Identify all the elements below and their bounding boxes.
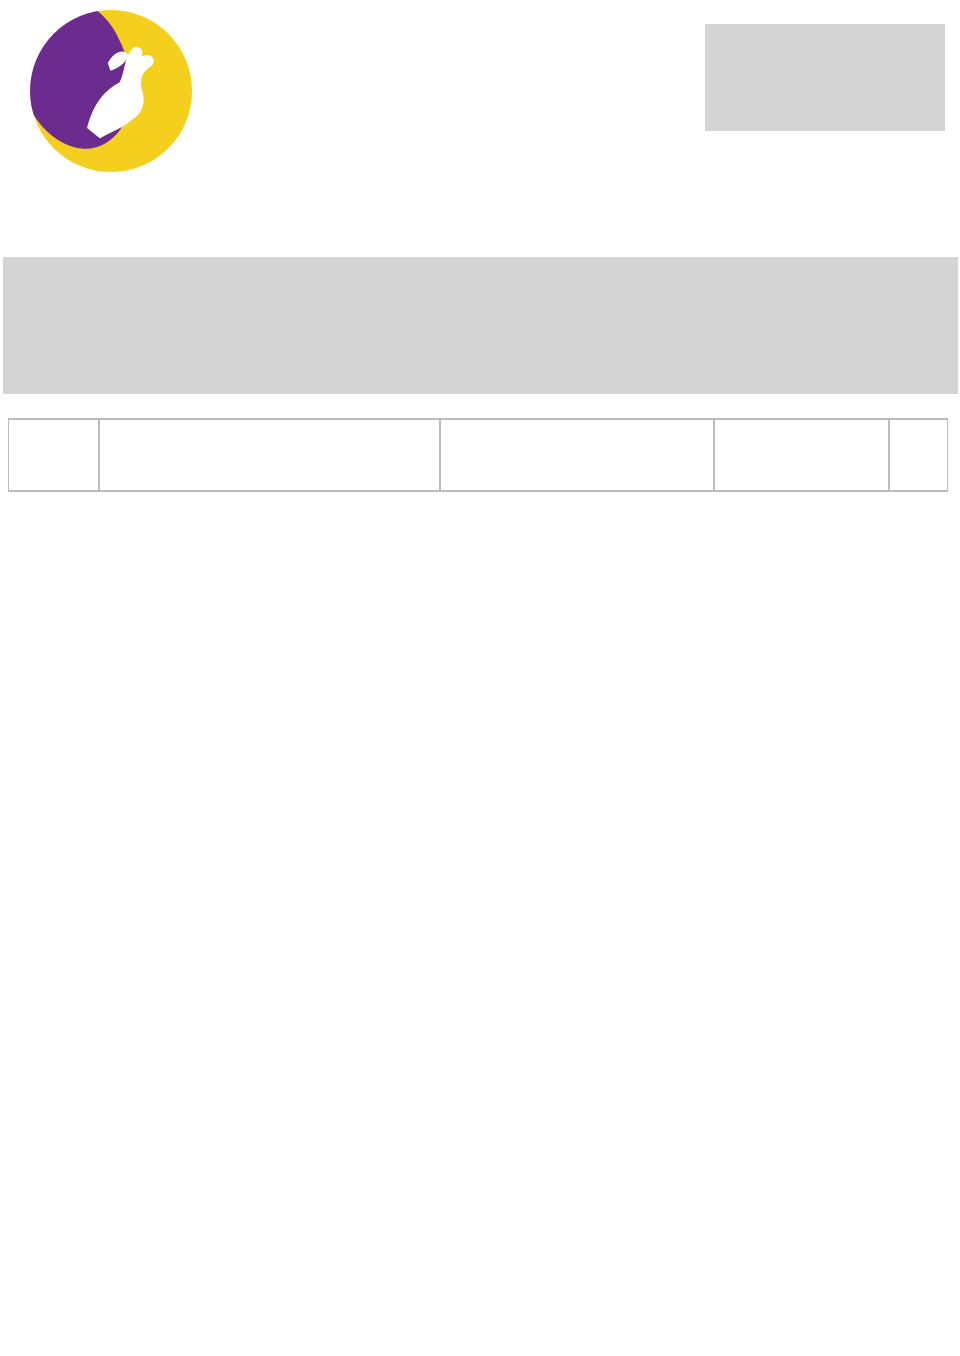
header-rider [440, 418, 714, 492]
logo-emblem [30, 10, 192, 172]
competition-code-box [705, 24, 945, 131]
header-horse [99, 418, 440, 492]
header-place [8, 418, 99, 492]
header-prize [889, 418, 948, 492]
horse-rider-icon [48, 24, 178, 154]
header-phases [714, 418, 889, 492]
club-logo [18, 8, 198, 208]
results-table [8, 418, 948, 494]
table-header [8, 418, 948, 494]
results-banner [3, 257, 958, 394]
